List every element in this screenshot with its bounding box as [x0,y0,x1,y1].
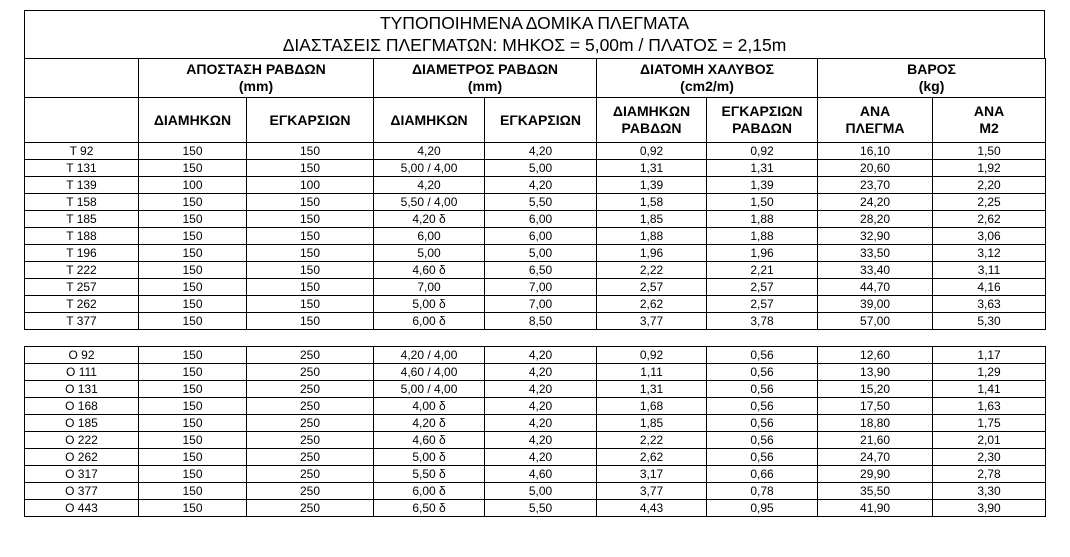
table-cell: 4,20 [485,449,597,466]
table-cell: 4,20 [485,381,597,398]
table-cell: 1,85 [597,211,707,228]
table-cell: 41,90 [818,500,933,517]
table-cell: 5,00 [485,483,597,500]
table-cell: 2,62 [597,449,707,466]
table-cell: 150 [139,449,247,466]
table-row [25,211,1046,228]
mesh-type-cell: T 222 [25,262,139,279]
table-row [25,466,1046,483]
table-cell: 4,20 [485,143,597,160]
table-cell: 6,00 [485,228,597,245]
table-cell: 3,63 [933,296,1046,313]
table-cell: 4,20 [485,398,597,415]
table-cell: 0,56 [707,364,818,381]
table-cell: 18,80 [818,415,933,432]
table-cell: 1,92 [933,160,1046,177]
table-cell: 1,68 [597,398,707,415]
table-row [25,364,1046,381]
table-cell: 4,20 [485,177,597,194]
table-cell: 3,77 [597,483,707,500]
table-cell: 1,29 [933,364,1046,381]
table-cell: 150 [139,500,247,517]
table-cell: 150 [139,364,247,381]
mesh-type-cell: O 262 [25,449,139,466]
table-cell: 0,56 [707,432,818,449]
table-cell: 4,20 / 4,00 [374,347,485,364]
table-cell: 6,00 [374,228,485,245]
table-cell: 150 [139,483,247,500]
table-row [25,398,1046,415]
table-cell: 1,31 [597,160,707,177]
table-cell: 150 [139,160,247,177]
table-row [25,483,1046,500]
table-cell: 150 [139,398,247,415]
table-cell: 39,00 [818,296,933,313]
sub-header: ΕΓΚΑΡΣΙΩΝ [485,98,597,143]
table-cell: 4,20 [485,364,597,381]
table-cell: 28,20 [818,211,933,228]
table-cell: 4,60 [485,466,597,483]
group-header-weight: ΒΑΡΟΣ (kg) [818,59,1046,98]
table-cell: 1,88 [597,228,707,245]
table-cell: 150 [139,194,247,211]
table-cell: 250 [247,398,374,415]
table-cell: 2,57 [597,279,707,296]
corner-cell-2 [25,98,139,143]
table-cell: 1,31 [707,160,818,177]
table-cell: 20,60 [818,160,933,177]
mesh-type-cell: O 317 [25,466,139,483]
table-cell: 2,78 [933,466,1046,483]
section-gap-cell [25,330,1046,347]
sub-header: ΔΙΑΜΗΚΩΝ [374,98,485,143]
sub-header: ΑΝΑ ΠΛΕΓΜΑ [818,98,933,143]
table-cell: 1,88 [707,228,818,245]
mesh-type-cell: T 196 [25,245,139,262]
table-cell: 29,90 [818,466,933,483]
table-cell: 21,60 [818,432,933,449]
table-row [25,296,1046,313]
table-cell: 4,20 [374,143,485,160]
table-row [25,381,1046,398]
sub-header-row [25,98,1046,143]
mesh-type-cell: T 139 [25,177,139,194]
table-cell: 0,92 [597,347,707,364]
table-cell: 3,30 [933,483,1046,500]
table-cell: 1,58 [597,194,707,211]
table-cell: 5,50 / 4,00 [374,194,485,211]
mesh-type-cell: T 131 [25,160,139,177]
table-cell: 2,62 [933,211,1046,228]
table-cell: 3,17 [597,466,707,483]
table-cell: 4,60 δ [374,262,485,279]
table-cell: 16,10 [818,143,933,160]
mesh-type-cell: O 168 [25,398,139,415]
table-cell: 250 [247,449,374,466]
table-cell: 1,39 [707,177,818,194]
table-cell: 150 [139,228,247,245]
table-row [25,160,1046,177]
table-cell: 4,20 [374,177,485,194]
table-cell: 250 [247,500,374,517]
sub-header: ΕΓΚΑΡΣΙΩΝ ΡΑΒΔΩΝ [707,98,818,143]
table-cell: 4,20 [485,415,597,432]
table-cell: 150 [247,228,374,245]
table-cell: 0,56 [707,381,818,398]
table-cell: 1,50 [933,143,1046,160]
sub-header: ΔΙΑΜΗΚΩΝ [139,98,247,143]
table-row [25,500,1046,517]
table-row [25,313,1046,330]
table-cell: 4,20 δ [374,415,485,432]
table-row [25,194,1046,211]
mesh-type-cell: O 185 [25,415,139,432]
table-cell: 12,60 [818,347,933,364]
table-cell: 150 [247,279,374,296]
mesh-table-body [25,143,1046,517]
table-cell: 0,92 [707,143,818,160]
mesh-table [24,58,1046,517]
table-row [25,432,1046,449]
table-cell: 24,20 [818,194,933,211]
table-cell: 1,75 [933,415,1046,432]
table-cell: 0,95 [707,500,818,517]
corner-cell [25,59,139,98]
mesh-type-cell: T 257 [25,279,139,296]
table-cell: 1,31 [597,381,707,398]
table-cell: 2,20 [933,177,1046,194]
table-cell: 250 [247,466,374,483]
sheet-title [24,10,1045,58]
group-header-section: ΔΙΑΤΟΜΗ ΧΑΛΥΒΟΣ (cm2/m) [597,59,818,98]
table-row [25,228,1046,245]
table-cell: 4,43 [597,500,707,517]
table-row [25,415,1046,432]
table-cell: 150 [139,466,247,483]
table-cell: 0,92 [597,143,707,160]
table-cell: 4,60 / 4,00 [374,364,485,381]
table-cell: 150 [247,296,374,313]
table-cell: 1,63 [933,398,1046,415]
table-cell: 4,20 [485,347,597,364]
group-header-diameter: ΔΙΑΜΕΤΡΟΣ ΡΑΒΔΩΝ (mm) [374,59,597,98]
table-row [25,143,1046,160]
table-cell: 150 [247,262,374,279]
table-row [25,279,1046,296]
table-cell: 17,50 [818,398,933,415]
mesh-type-cell: T 377 [25,313,139,330]
table-cell: 2,30 [933,449,1046,466]
table-cell: 250 [247,483,374,500]
table-cell: 2,01 [933,432,1046,449]
mesh-type-cell: T 92 [25,143,139,160]
table-cell: 13,90 [818,364,933,381]
table-cell: 1,85 [597,415,707,432]
table-cell: 44,70 [818,279,933,296]
group-header-spacing: ΑΠΟΣΤΑΣΗ ΡΑΒΔΩΝ (mm) [139,59,374,98]
table-cell: 4,20 [485,432,597,449]
table-cell: 33,40 [818,262,933,279]
table-cell: 5,00 δ [374,296,485,313]
table-cell: 150 [139,143,247,160]
table-cell: 6,00 δ [374,483,485,500]
table-cell: 0,66 [707,466,818,483]
table-cell: 57,00 [818,313,933,330]
mesh-spec-sheet [24,10,1045,517]
title-line-1: ΤΥΠΟΠΟΙΗΜΕΝΑ ΔΟΜΙΚΑ ΠΛΕΓΜΑΤΑ [379,13,690,33]
table-row [25,245,1046,262]
table-cell: 150 [139,313,247,330]
table-cell: 2,22 [597,432,707,449]
table-cell: 1,50 [707,194,818,211]
mesh-type-cell: T 188 [25,228,139,245]
mesh-type-cell: T 158 [25,194,139,211]
table-cell: 3,77 [597,313,707,330]
table-cell: 0,56 [707,415,818,432]
table-cell: 3,78 [707,313,818,330]
table-cell: 3,12 [933,245,1046,262]
table-cell: 0,56 [707,449,818,466]
table-cell: 250 [247,347,374,364]
table-cell: 1,11 [597,364,707,381]
table-cell: 250 [247,381,374,398]
table-cell: 4,60 δ [374,432,485,449]
table-cell: 150 [247,211,374,228]
mesh-type-cell: O 377 [25,483,139,500]
table-cell: 33,50 [818,245,933,262]
table-cell: 1,88 [707,211,818,228]
table-cell: 150 [139,381,247,398]
table-cell: 7,00 [485,296,597,313]
table-cell: 5,00 [485,160,597,177]
table-cell: 2,57 [707,279,818,296]
table-cell: 150 [247,313,374,330]
table-cell: 1,17 [933,347,1046,364]
mesh-type-cell: O 111 [25,364,139,381]
table-cell: 150 [139,279,247,296]
section-gap-row [25,330,1046,347]
table-row [25,177,1046,194]
table-cell: 1,96 [597,245,707,262]
table-cell: 6,50 δ [374,500,485,517]
mesh-type-cell: O 443 [25,500,139,517]
table-cell: 150 [247,194,374,211]
table-cell: 150 [139,347,247,364]
table-cell: 5,00 [485,245,597,262]
table-cell: 6,00 δ [374,313,485,330]
group-header-row [25,59,1046,98]
table-cell: 150 [139,296,247,313]
table-cell: 150 [247,160,374,177]
table-cell: 0,78 [707,483,818,500]
table-cell: 2,62 [597,296,707,313]
table-row [25,449,1046,466]
table-cell: 8,50 [485,313,597,330]
table-cell: 6,50 [485,262,597,279]
table-cell: 150 [139,262,247,279]
table-cell: 2,57 [707,296,818,313]
table-cell: 6,00 [485,211,597,228]
table-cell: 5,50 δ [374,466,485,483]
mesh-type-cell: O 222 [25,432,139,449]
sub-header: ΔΙΑΜΗΚΩΝ ΡΑΒΔΩΝ [597,98,707,143]
table-cell: 5,30 [933,313,1046,330]
table-cell: 4,00 δ [374,398,485,415]
table-cell: 0,56 [707,347,818,364]
mesh-type-cell: O 131 [25,381,139,398]
table-cell: 35,50 [818,483,933,500]
table-cell: 5,50 [485,500,597,517]
table-cell: 5,00 [374,245,485,262]
table-cell: 250 [247,415,374,432]
mesh-type-cell: T 262 [25,296,139,313]
table-cell: 32,90 [818,228,933,245]
table-cell: 5,00 δ [374,449,485,466]
table-cell: 3,90 [933,500,1046,517]
sub-header: ΕΓΚΑΡΣΙΩΝ [247,98,374,143]
table-cell: 2,22 [597,262,707,279]
table-cell: 15,20 [818,381,933,398]
mesh-type-cell: O 92 [25,347,139,364]
sub-header: ΑΝΑ M2 [933,98,1046,143]
table-cell: 150 [247,245,374,262]
table-cell: 150 [247,143,374,160]
table-cell: 7,00 [485,279,597,296]
table-cell: 2,25 [933,194,1046,211]
table-cell: 0,56 [707,398,818,415]
table-cell: 150 [139,415,247,432]
title-line-2: ΔΙΑΣΤΑΣΕΙΣ ΠΛΕΓΜΑΤΩΝ: ΜΗΚΟΣ = 5,00m / ΠΛΑΤΟΣ = 2,15m [282,35,787,55]
table-cell: 150 [139,245,247,262]
table-cell: 5,00 / 4,00 [374,160,485,177]
table-cell: 100 [247,177,374,194]
table-cell: 2,21 [707,262,818,279]
table-cell: 1,41 [933,381,1046,398]
table-cell: 23,70 [818,177,933,194]
table-cell: 5,50 [485,194,597,211]
table-row [25,347,1046,364]
table-cell: 4,20 δ [374,211,485,228]
table-cell: 150 [139,432,247,449]
mesh-type-cell: T 185 [25,211,139,228]
table-cell: 4,16 [933,279,1046,296]
table-cell: 3,06 [933,228,1046,245]
table-cell: 150 [139,211,247,228]
table-cell: 1,96 [707,245,818,262]
table-row [25,262,1046,279]
table-cell: 7,00 [374,279,485,296]
table-cell: 24,70 [818,449,933,466]
table-cell: 250 [247,364,374,381]
table-cell: 5,00 / 4,00 [374,381,485,398]
table-cell: 250 [247,432,374,449]
table-cell: 1,39 [597,177,707,194]
table-cell: 3,11 [933,262,1046,279]
table-cell: 100 [139,177,247,194]
